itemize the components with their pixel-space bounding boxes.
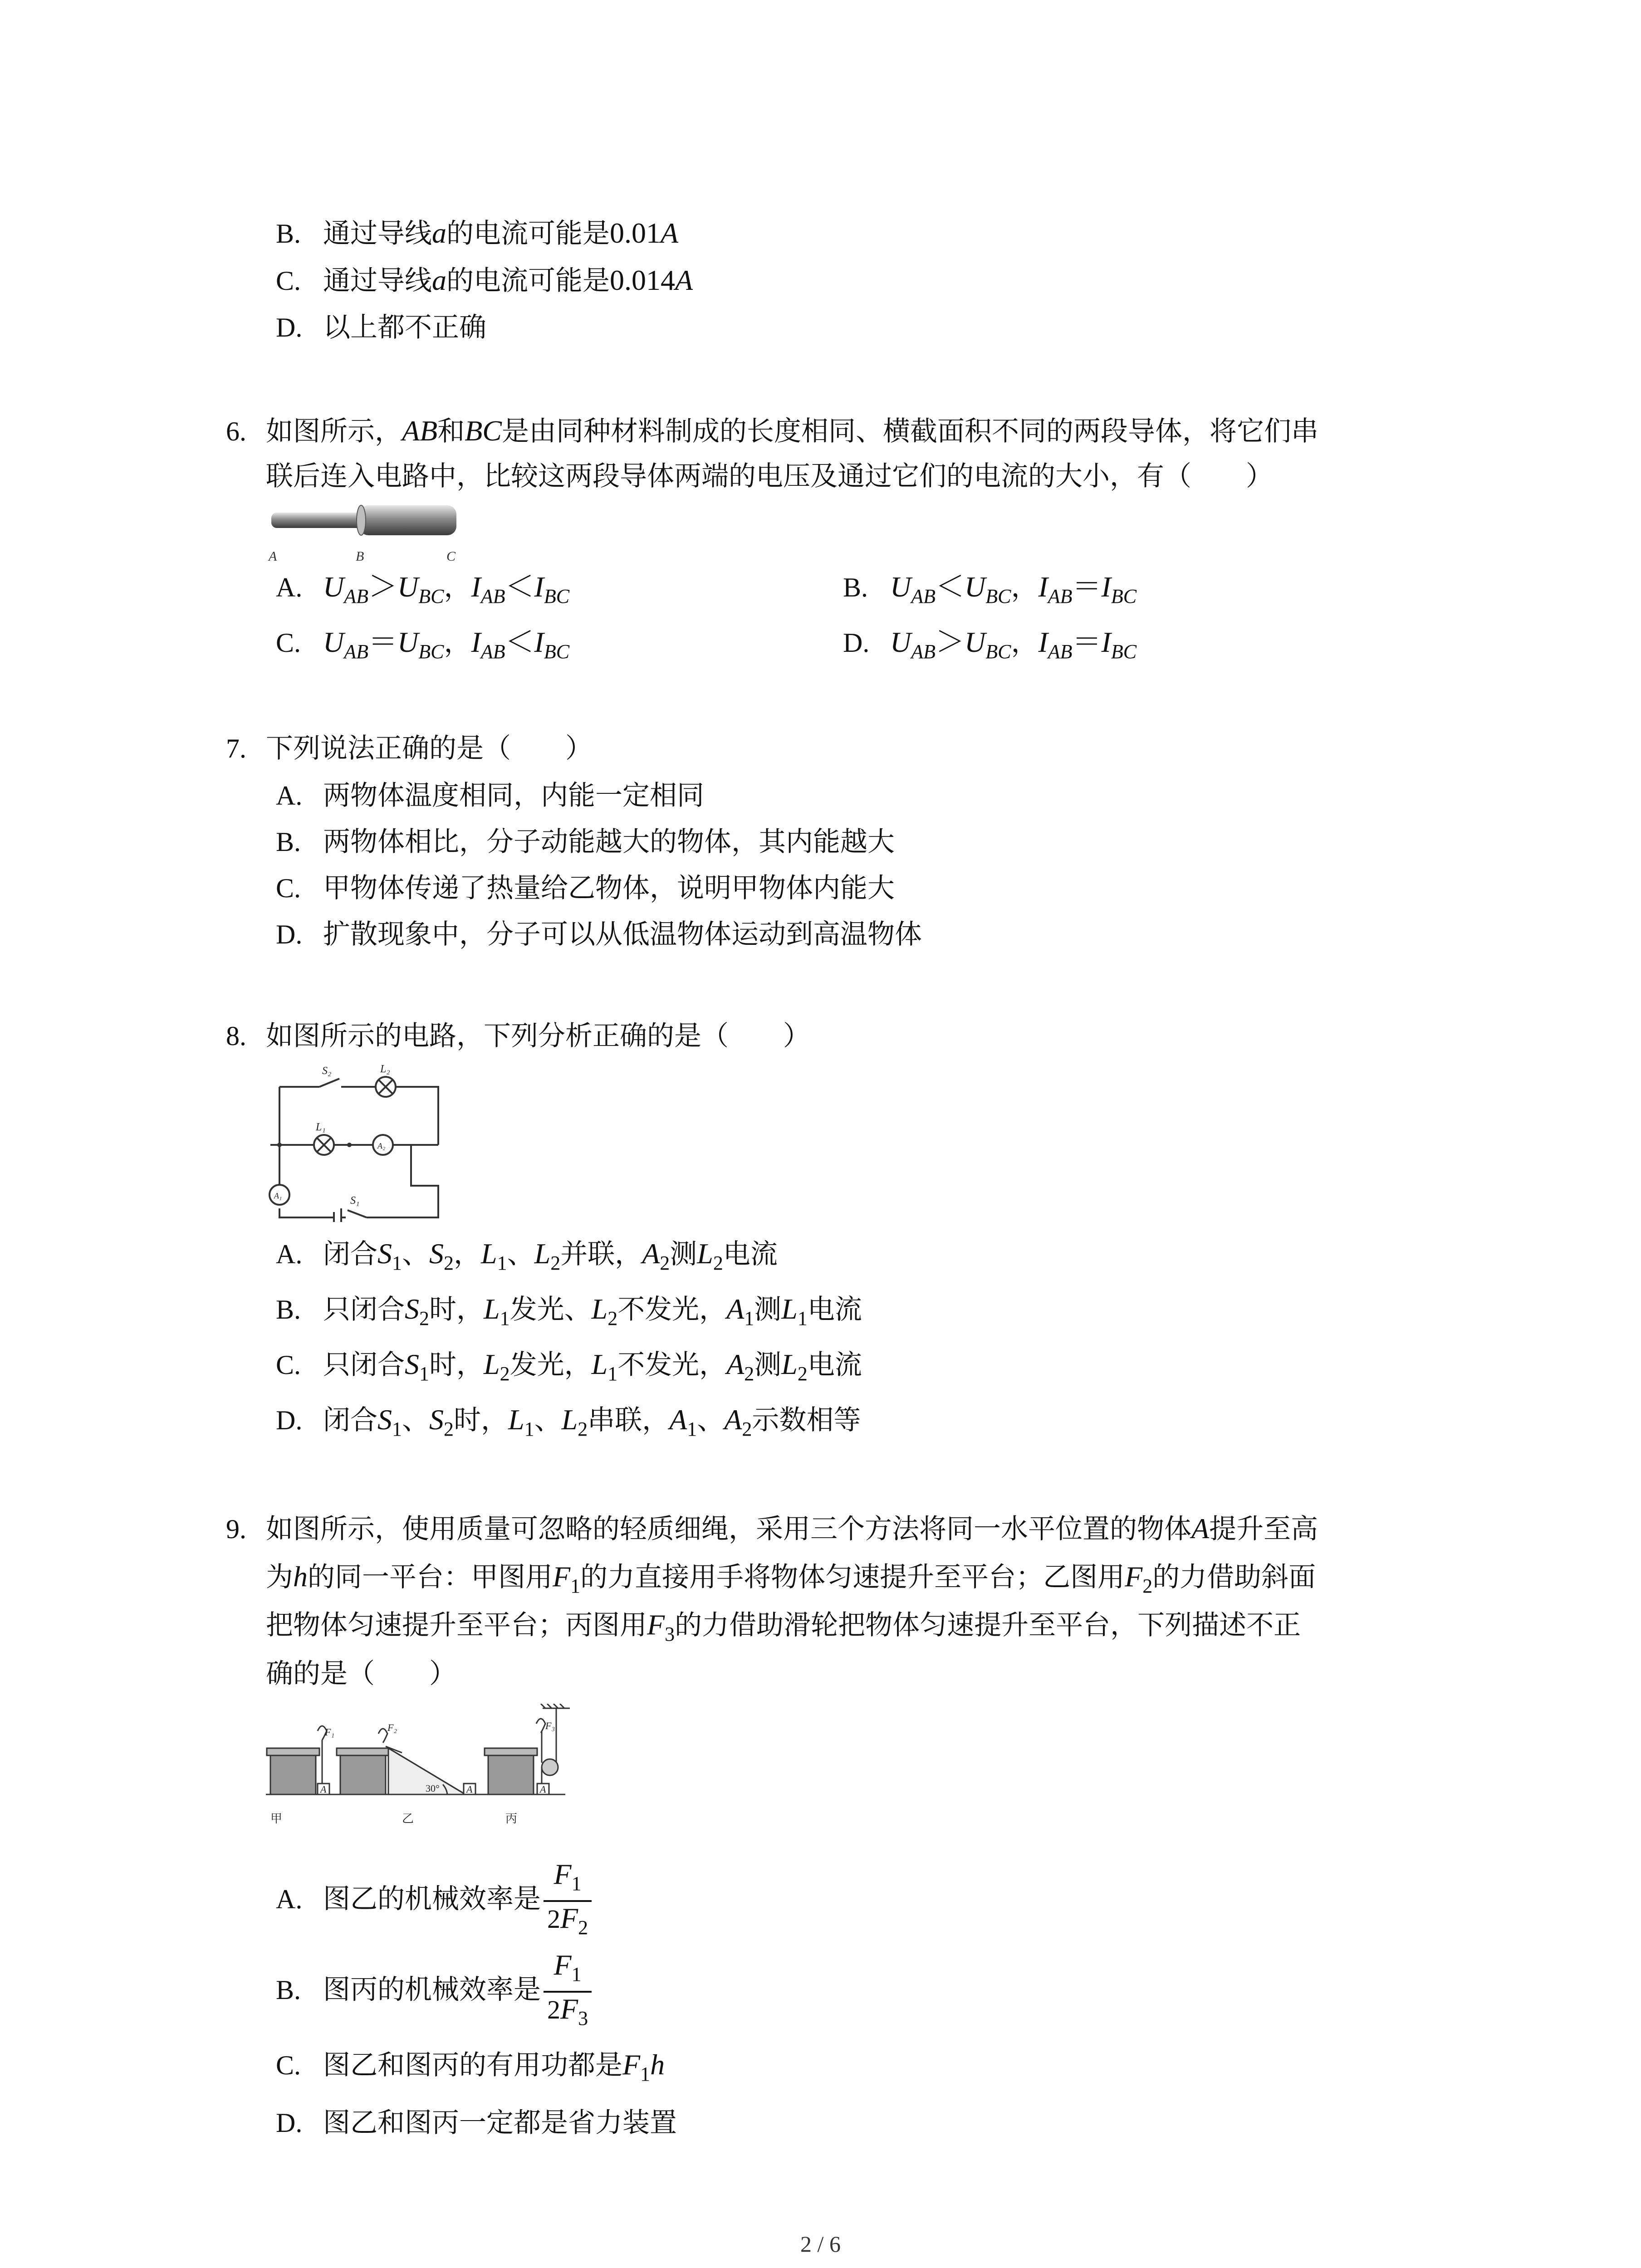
q6-stem-line2: 联后连入电路中，比较这两段导体两端的电压及通过它们的电流的大小，有（ ）: [266, 460, 1273, 492]
q7-option-d: D. 扩散现象中，分子可以从低温物体运动到高温物体: [276, 919, 922, 950]
q6-option-d: D. $U_{AB}>U_{BC}$，$I_{AB}=I_{BC}$: [843, 626, 1137, 663]
q8-stem: 8. 如图所示的电路，下列分析正确的是（ ）: [226, 1020, 810, 1052]
q9-stem-line2: 为h的同一平台：甲图用$F_1$的力直接用手将物体匀速提升至平台；乙图用$F_2$的力借助斜面: [266, 1560, 1316, 1597]
label-a1: A₁: [274, 1191, 282, 1200]
q8-option-d: D. 闭合$S_1$、$S_2$时，$L_1$、$L_2$串联，$A_1$、$A_2$示数相等: [276, 1403, 861, 1440]
q8-option-a: A. 闭合$S_1$、$S_2$，$L_1$、$L_2$并联，$A_2$测$L_2$电流: [276, 1237, 778, 1274]
thin-conductor-ab: [271, 513, 367, 528]
q5-option-b: B. 通过导线a的电流可能是0.01A: [276, 215, 678, 252]
label-bing: 丙: [505, 1812, 518, 1825]
q9-option-d: D. 图乙和图丙一定都是省力装置: [276, 2107, 677, 2139]
svg-text:A: A: [320, 1784, 327, 1795]
q9-stem-line1: 9. 如图所示，使用质量可忽略的轻质细绳，采用三个方法将同一水平位置的物体A提升至高: [226, 1512, 1318, 1545]
option-label: D.: [276, 313, 303, 342]
option-label: C.: [276, 266, 301, 296]
label-a: A: [269, 549, 277, 564]
q7-option-b: B. 两物体相比，分子动能越大的物体，其内能越大: [276, 826, 895, 858]
thick-conductor-bc: [359, 505, 456, 535]
fraction: $\frac{F_1}{2F_2}$: [544, 1858, 592, 1944]
svg-text:A: A: [466, 1784, 473, 1795]
q9-stem-line4: 确的是（ ）: [266, 1658, 456, 1690]
platform-bing: [488, 1754, 534, 1794]
label-f3: F₃: [545, 1720, 555, 1731]
lamp-l1: [314, 1135, 334, 1155]
q8-circuit-diagram: [261, 1063, 461, 1222]
q6-stem-line1: 6. 如图所示，AB和BC是由同种材料制成的长度相同、横截面积不同的两段导体，将它们串: [226, 413, 1318, 450]
label-l2: L₂: [380, 1063, 390, 1075]
question-number: 6.: [226, 416, 246, 446]
q9-option-a: A. 图乙的机械效率是 $\frac{F_1}{2F_2}$: [276, 1858, 592, 1940]
svg-text:A: A: [540, 1784, 546, 1795]
q7-option-c: C. 甲物体传递了热量给乙物体，说明甲物体内能大: [276, 872, 895, 904]
q9-lifting-figure: [266, 1704, 583, 1844]
label-yi: 乙: [402, 1812, 414, 1825]
platform-yi: [340, 1754, 386, 1794]
label-b: B: [356, 549, 364, 564]
fraction: $\frac{F_1}{2F_3}$: [544, 1949, 592, 2035]
q9-stem-line3: 把物体匀速提升至平台；丙图用$F_3$的力借助滑轮把物体匀速提升至平台，下列描述不正: [266, 1608, 1301, 1645]
q6-option-b: B. $U_{AB}<U_{BC}$，$I_{AB}=I_{BC}$: [843, 571, 1137, 607]
q6-option-a: A. $U_{AB}>U_{BC}$，$I_{AB}<I_{BC}$: [276, 571, 570, 607]
q9-option-b: B. 图丙的机械效率是 $\frac{F_1}{2F_3}$: [276, 1949, 592, 2030]
label-l1: L₁: [316, 1121, 326, 1133]
label-s2: S₂: [322, 1065, 332, 1077]
page-number: 2 / 6: [800, 2231, 841, 2257]
q6-option-c: C. $U_{AB}=U_{BC}$，$I_{AB}<I_{BC}$: [276, 626, 570, 663]
label-s1: S₁: [350, 1195, 360, 1207]
label-angle: 30°: [426, 1783, 440, 1794]
q8-option-c: C. 只闭合$S_1$时，$L_2$发光，$L_1$不发光，$A_2$测$L_2$电流: [276, 1348, 862, 1385]
q9-option-c: C. 图乙和图丙的有用功都是$F_1h$: [276, 2048, 665, 2085]
q7-stem: 7. 下列说法正确的是（ ）: [226, 733, 593, 764]
q5-option-c: C. 通过导线a的电流可能是0.014A: [276, 262, 693, 299]
q5-option-d: D. 以上都不正确: [276, 309, 486, 346]
lamp-l2: [376, 1077, 396, 1097]
q7-option-a: A. 两物体温度相同，内能一定相同: [276, 780, 704, 811]
platform-jia: [270, 1754, 316, 1794]
label-c: C: [446, 549, 456, 564]
label-a2: A₂: [377, 1141, 386, 1150]
q8-option-b: B. 只闭合$S_2$时，$L_1$发光、$L_2$不发光，$A_1$测$L_1$电流: [276, 1293, 862, 1330]
option-label: B.: [276, 219, 301, 249]
label-f1: F₁: [325, 1726, 335, 1738]
label-jia: 甲: [270, 1812, 283, 1825]
label-f2: F₂: [387, 1722, 397, 1733]
q6-conductor-figure: [266, 503, 465, 566]
